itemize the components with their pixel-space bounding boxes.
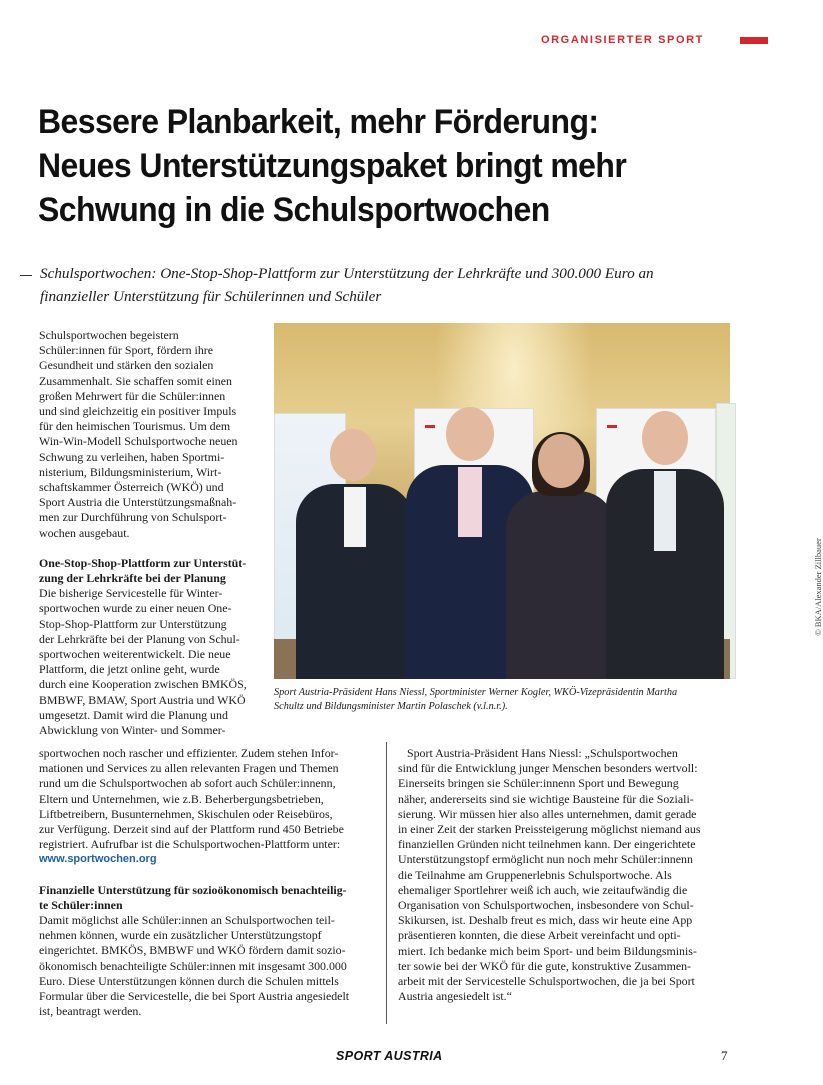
text-line: Abwicklung von Winter- und Sommer- xyxy=(39,723,226,738)
text-line: Schulsportwochen: One-Stop-Shop-Plattform zur Unterstützung der Lehrkräfte und 300.000 Euro an xyxy=(40,265,654,282)
text-line: BMBWF, BMAW, Sport Austria und WKÖ xyxy=(39,692,246,707)
text-line: Einerseits bringen sie Schüler:innenn Sport und Bewegung xyxy=(398,776,679,791)
text-line: durch eine Kooperation zwischen BMKÖS, xyxy=(39,677,247,692)
text-line: sierung. Wir müssen hier also alles unternehmen, damit gerade xyxy=(398,806,697,821)
text-line: und sind gleichzeitig ein positiver Impuls xyxy=(39,404,237,419)
section-tag: ORGANISIERTER SPORT xyxy=(540,34,704,46)
text-line: Schwung in die Schulsportwochen xyxy=(38,191,550,229)
text-line: zung der Lehrkräfte bei der Planung xyxy=(39,571,226,586)
text-line: Schwung zu verleihen, haben Sportmi- xyxy=(39,449,225,464)
text-line: mationen und Services zu allen relevanten Fragen und Themen xyxy=(39,761,339,776)
text-line: sportwochen noch rascher und effizienter. Zudem stehen Infor- xyxy=(39,746,339,760)
text-line: Formular über die Servicestelle, die bei Sport Austria angesiedelt xyxy=(39,989,350,1004)
text-line: Bessere Planbarkeit, mehr Förderung: xyxy=(38,103,599,141)
text-line: schaftskammer Österreich (WKÖ) und xyxy=(39,480,224,495)
text-line: Schultz und Bildungsminister Martin Polaschek (v.l.n.r.). xyxy=(274,700,508,712)
text-line: eingerichtet. BMKÖS, BMBWF und WKÖ fördern damit sozio- xyxy=(39,943,346,958)
text-line: die Teilnahme am Gruppenerlebnis Schulsportwoche. Als xyxy=(398,867,672,882)
text-line: finanzieller Unterstützung für Schülerinnen und Schüler xyxy=(40,288,382,305)
person-3 xyxy=(506,434,616,679)
quote-paragraph xyxy=(398,746,733,1004)
text-line: Skikursen, ist. Deshalb freut es mich, dass wir heute eine App xyxy=(398,913,693,928)
text-line: sind für die Entwicklung junger Menschen besonders wertvoll: xyxy=(398,761,698,776)
text-line: Damit möglichst alle Schüler:innen an Schulsportwochen teil- xyxy=(39,913,335,928)
text-line: Eltern und Unternehmen, wie z.B. Beherbergungsbetrieben, xyxy=(39,791,324,806)
text-line: ökonomisch benachteiligte Schüler:innen mit insgesamt 300.000 xyxy=(39,958,347,973)
text-line: miert. Ich bedanke mich beim Sport- und beim Bildungsminis- xyxy=(398,943,697,958)
text-line: finanziellen Gründen nicht teilnehmen kann. Der eingerichtete xyxy=(398,837,696,852)
text-line: arbeit mit der Servicestelle Schulsportwochen, die ja bei Sport xyxy=(398,974,695,989)
text-line: Sport Austria-Präsident Hans Niessl: „Schulsportwochen xyxy=(407,746,678,760)
text-line: Schüler:innen für Sport, fördern ihre xyxy=(39,343,214,358)
left-column-lower xyxy=(39,746,379,1019)
text-line: Stop-Shop-Plattform zur Unterstützung xyxy=(39,616,227,631)
text-line: rund um die Schulsportwochen ab sofort auch Schüler:innenn, xyxy=(39,776,336,791)
paragraph-one-stop-shop-continued xyxy=(39,746,379,852)
text-line: Gesundheit und stärken den sozialen xyxy=(39,358,214,373)
text-line: Schulsportwochen begeistern xyxy=(39,328,179,342)
text-line: in einer Zeit der starken Preissteigerung möglichst niemand aus xyxy=(398,822,701,837)
left-column-upper xyxy=(39,328,269,738)
paragraph-financial-support xyxy=(39,913,379,1019)
text-line: nisterium, Bildungsministerium, Wirt- xyxy=(39,464,222,479)
text-line: der Lehrkräfte bei der Planung von Schul- xyxy=(39,631,240,646)
text-line: te Schüler:innen xyxy=(39,897,123,912)
text-line: umgesetzt. Damit wird die Planung und xyxy=(39,707,228,722)
photo-caption xyxy=(274,686,734,713)
person-4 xyxy=(606,411,724,679)
headline xyxy=(38,100,696,232)
page-number: 7 xyxy=(721,1048,728,1063)
text-line: wochen ausgebaut. xyxy=(39,525,130,540)
footer-logo: SPORT AUSTRIA xyxy=(336,1049,443,1063)
text-line: Die bisherige Servicestelle für Winter- xyxy=(39,586,223,601)
text-line: präsentieren konnten, die diese Arbeit vereinfacht und opti- xyxy=(398,928,681,943)
text-line: Win-Win-Modell Schulsportwoche neuen xyxy=(39,434,238,449)
text-line: Organisation von Schulsportwochen, insbesondere von Schul- xyxy=(398,898,694,913)
subtitle-dash xyxy=(20,275,32,276)
section-accent-bar xyxy=(740,37,768,44)
subtitle xyxy=(40,262,740,308)
text-line: Finanzielle Unterstützung für sozioökonomisch benachteilig- xyxy=(39,882,347,897)
text-line: registriert. Aufrufbar ist die Schulsportwochen-Plattform unter: xyxy=(39,837,341,852)
text-line: Euro. Diese Unterstützungen können durch die Schulen mittels xyxy=(39,973,339,988)
text-line: Plattform, die jetzt online geht, wurde xyxy=(39,662,220,677)
text-line: Sport Austria die Unterstützungsmaßnah- xyxy=(39,495,237,510)
heading-financial-support xyxy=(39,883,379,913)
article-photo xyxy=(274,323,730,679)
text-line: sportwochen wurde zu einer neuen One- xyxy=(39,601,232,616)
text-line: nehmen können, wurde ein zusätzlicher Unterstützungstopf xyxy=(39,928,322,943)
text-line: ehemaliger Sportlehrer weiß ich auch, wie zeitaufwändig die xyxy=(398,882,688,897)
heading-one-stop-shop xyxy=(39,556,269,586)
text-line: ist, beantragt werden. xyxy=(39,1004,142,1019)
text-line: Austria angesiedelt ist.“ xyxy=(398,989,512,1004)
text-line: Sport Austria-Präsident Hans Niessl, Sportminister Werner Kogler, WKÖ-Vizepräsidentin Martha xyxy=(274,687,678,698)
text-line: zur Verfügung. Derzeit sind auf der Plattform rund 450 Betriebe xyxy=(39,822,344,837)
column-divider xyxy=(386,742,387,1024)
text-line: großen Mehrwert für die Schüler:innen xyxy=(39,388,226,403)
text-line: näher, andererseits sind sie wichtige Bausteine für die Soziali- xyxy=(398,791,694,806)
right-column xyxy=(398,746,733,1004)
text-line: Liftbetreibern, Busunternehmen, Skischulen oder Reisebüros, xyxy=(39,806,333,821)
person-1 xyxy=(296,429,414,679)
text-line: ter sowie bei der WKÖ für die gute, konstruktive Zusammen- xyxy=(398,958,692,973)
text-line: men zur Durchführung von Schulsport- xyxy=(39,510,227,525)
text-line: One-Stop-Shop-Plattform zur Unterstüt- xyxy=(39,555,247,570)
text-line: Zusammenhalt. Sie schaffen somit einen xyxy=(39,373,232,388)
paragraph-one-stop-shop xyxy=(39,586,269,738)
intro-paragraph xyxy=(39,328,269,541)
text-line: für den heimischen Tourismus. Um dem xyxy=(39,419,231,434)
text-line: Unterstützungstopf ermöglicht nun noch mehr Schüler:innenn xyxy=(398,852,693,867)
photo-credit: © BKA/Alexander Zillbauer xyxy=(813,538,823,636)
text-line: sportwochen weiterentwickelt. Die neue xyxy=(39,647,231,662)
text-line: Neues Unterstützungspaket bringt mehr xyxy=(38,147,627,185)
sportwochen-link[interactable]: www.sportwochen.org xyxy=(39,853,157,866)
